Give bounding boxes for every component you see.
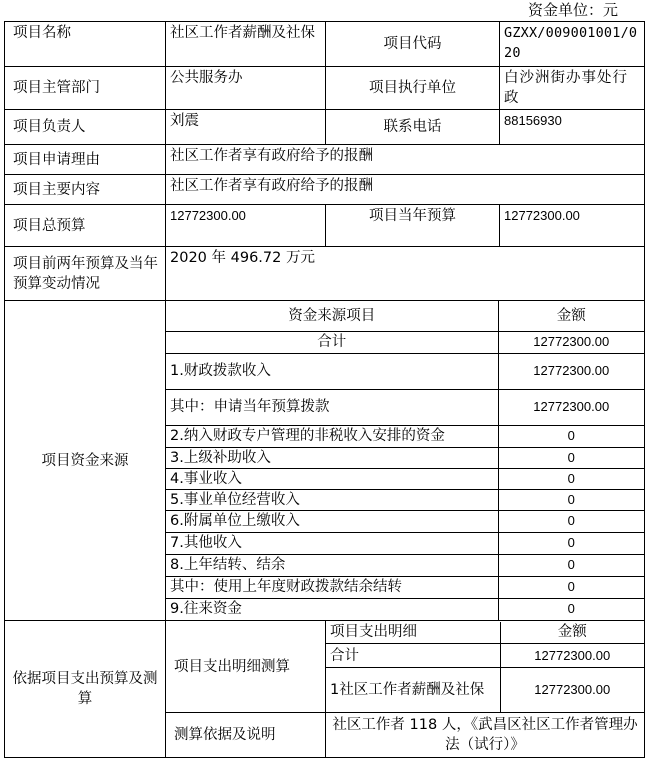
row-project-name (5, 22, 645, 67)
department-label: 项目主管部门 (5, 67, 166, 110)
project-budget-table (4, 21, 645, 758)
department-value: 公共服务办 (166, 67, 326, 110)
phone-value: 88156930 (500, 110, 645, 145)
expense-amount: 12772300.00 (500, 644, 644, 668)
basis-value: 社区工作者 118 人，《武昌区社区工作者管理办法（试行）》 (326, 713, 645, 758)
reason-label: 项目申请理由 (5, 145, 166, 175)
history-label: 项目前两年预算及当年预算变动情况 (5, 247, 166, 301)
funding-amount: 0 (498, 598, 644, 620)
funding-amount: 0 (498, 510, 644, 532)
funding-amount: 0 (498, 425, 644, 447)
exec-unit-label: 项目执行单位 (326, 67, 500, 110)
total-budget-value: 12772300.00 (166, 205, 326, 247)
expense-detail-cell (326, 621, 645, 713)
expense-table (326, 622, 644, 712)
content-value: 社区工作者享有政府给予的报酬 (166, 175, 645, 205)
row-reason (5, 145, 645, 175)
year-budget-value: 12772300.00 (500, 205, 645, 247)
project-name-value: 社区工作者薪酬及社保 (166, 22, 326, 67)
expense-section-label: 依据项目支出预算及测算 (5, 621, 166, 758)
funding-table (166, 301, 644, 620)
funding-amount: 0 (498, 532, 644, 554)
row-owner (5, 110, 645, 145)
funding-section-label: 项目资金来源 (5, 301, 166, 621)
project-code-label: 项目代码 (326, 22, 500, 67)
funding-item: 9.往来资金 (166, 598, 498, 620)
project-name-label: 项目名称 (5, 22, 166, 67)
table-row (166, 576, 644, 598)
table-row (166, 554, 644, 576)
project-code-value: GZXX/009001001/020 (500, 22, 645, 67)
funding-amount: 0 (498, 576, 644, 598)
funding-amount: 12772300.00 (498, 389, 644, 425)
row-department (5, 67, 645, 110)
funding-item: 其中：申请当年预算拨款 (166, 389, 498, 425)
row-total-budget (5, 205, 645, 247)
row-expense (5, 621, 645, 713)
reason-value: 社区工作者享有政府给予的报酬 (166, 145, 645, 175)
expense-detail-label: 项目支出明细测算 (166, 621, 326, 713)
table-row (166, 353, 644, 389)
currency-unit: 资金单位：元 (528, 1, 619, 19)
table-row (166, 532, 644, 554)
row-history (5, 247, 645, 301)
table-row (166, 489, 644, 510)
table-row (326, 622, 644, 644)
funding-item: 4.事业收入 (166, 468, 498, 489)
table-row (166, 468, 644, 489)
expense-col-item: 项目支出明细 (326, 622, 500, 644)
funding-item: 3.上级补助收入 (166, 447, 498, 468)
table-row (166, 447, 644, 468)
phone-label: 联系电话 (326, 110, 500, 145)
table-row (166, 389, 644, 425)
expense-item: 合计 (326, 644, 500, 668)
funding-item: 8.上年结转、结余 (166, 554, 498, 576)
year-budget-label: 项目当年预算 (326, 205, 500, 247)
funding-amount: 0 (498, 489, 644, 510)
basis-label: 测算依据及说明 (166, 713, 326, 758)
table-row (166, 331, 644, 353)
expense-amount: 12772300.00 (500, 668, 644, 712)
funding-col-item: 资金来源项目 (166, 301, 498, 331)
funding-amount: 0 (498, 554, 644, 576)
funding-cell (166, 301, 645, 621)
funding-item: 1.财政拨款收入 (166, 353, 498, 389)
funding-item: 5.事业单位经营收入 (166, 489, 498, 510)
total-budget-label: 项目总预算 (5, 205, 166, 247)
table-row (166, 598, 644, 620)
exec-unit-value: 白沙洲街办事处行政 (500, 67, 645, 110)
funding-col-amount: 金额 (498, 301, 644, 331)
funding-item: 2.纳入财政专户管理的非税收入安排的资金 (166, 425, 498, 447)
funding-amount: 0 (498, 447, 644, 468)
funding-amount: 12772300.00 (498, 331, 644, 353)
owner-value: 刘震 (166, 110, 326, 145)
content-label: 项目主要内容 (5, 175, 166, 205)
funding-item: 6.附属单位上缴收入 (166, 510, 498, 532)
funding-item: 其中：使用上年度财政拨款结余结转 (166, 576, 498, 598)
table-row (166, 510, 644, 532)
funding-item: 合计 (166, 331, 498, 353)
history-value: 2020 年 496.72 万元 (166, 247, 645, 301)
funding-item: 7.其他收入 (166, 532, 498, 554)
funding-amount: 0 (498, 468, 644, 489)
table-row (326, 668, 644, 712)
owner-label: 项目负责人 (5, 110, 166, 145)
funding-amount: 12772300.00 (498, 353, 644, 389)
table-row (166, 425, 644, 447)
row-funding (5, 301, 645, 621)
table-row (166, 301, 644, 331)
expense-col-amount: 金额 (500, 622, 644, 644)
expense-item: 1社区工作者薪酬及社保 (326, 668, 500, 712)
row-content (5, 175, 645, 205)
table-row (326, 644, 644, 668)
